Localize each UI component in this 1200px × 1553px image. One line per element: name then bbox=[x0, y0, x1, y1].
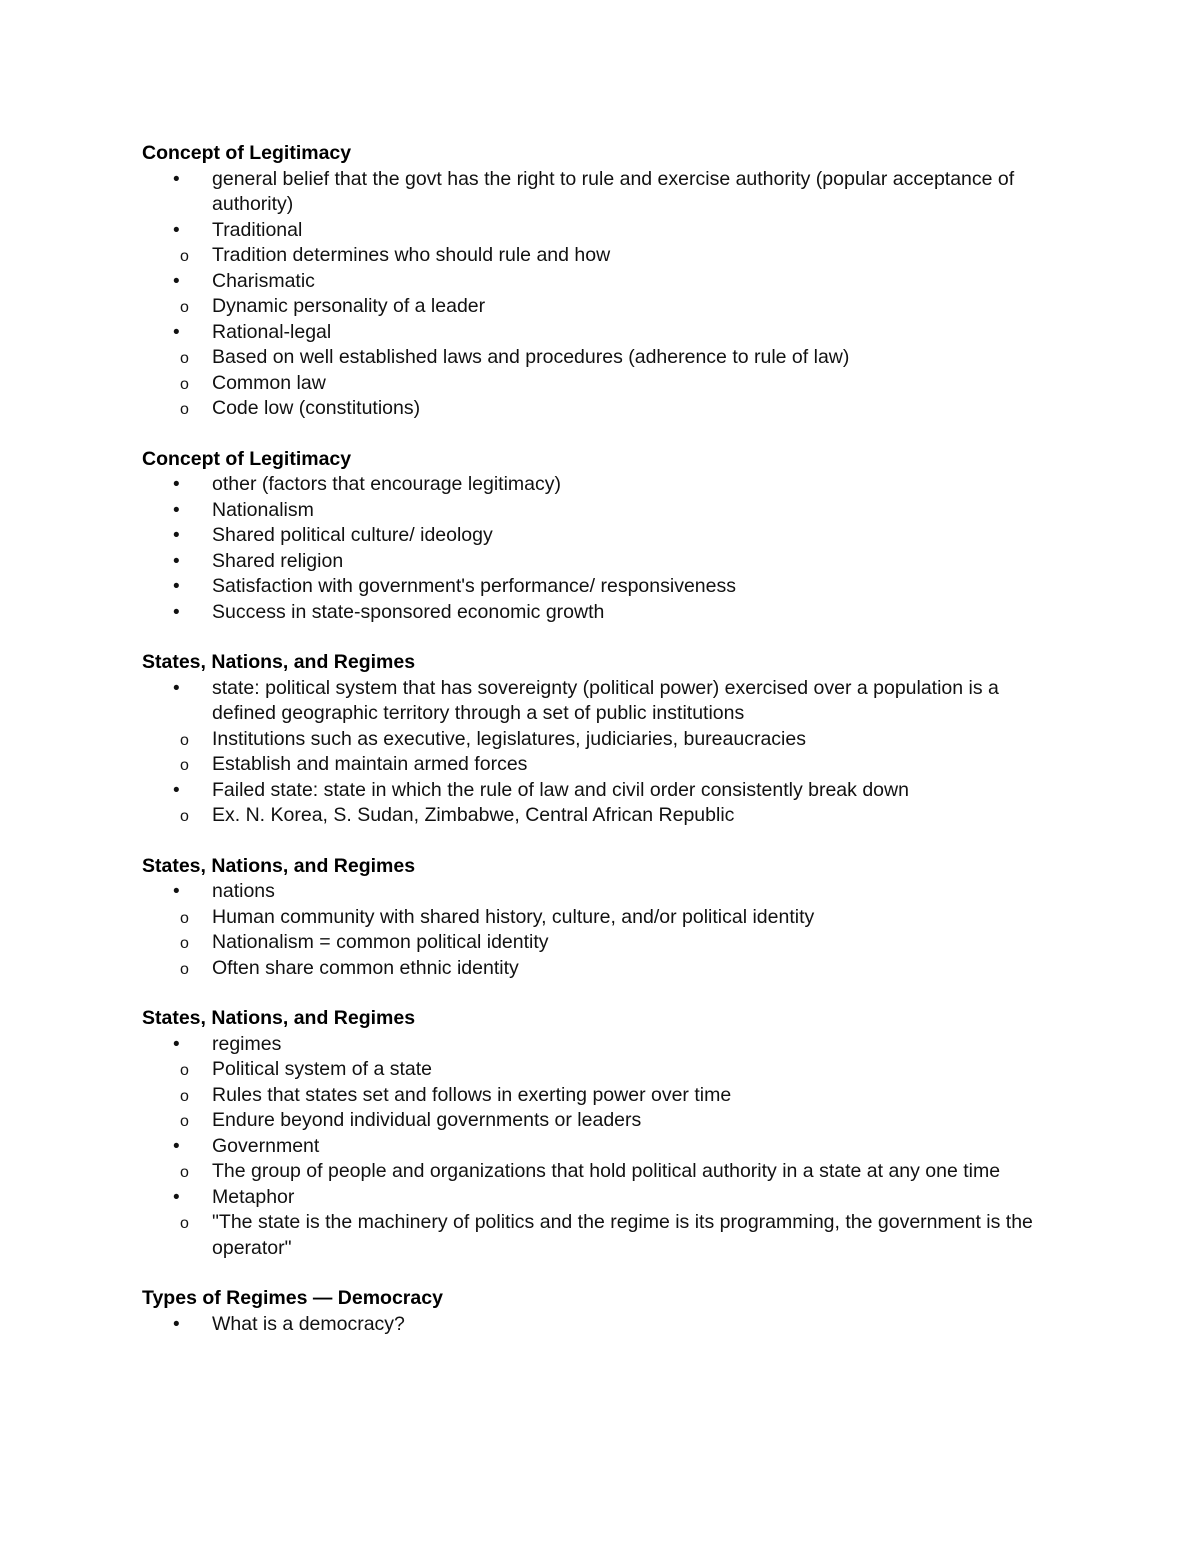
bullet-circle-icon: o bbox=[180, 248, 189, 265]
sub-list-item bbox=[142, 396, 1062, 422]
bullet-circle-icon: o bbox=[180, 401, 189, 418]
sub-list-item-text: Political system of a state bbox=[212, 1058, 433, 1080]
section-states-nations-and-regimes bbox=[142, 1006, 1062, 1261]
list-item bbox=[142, 879, 1062, 905]
bullet-circle-icon: o bbox=[180, 350, 189, 367]
list-item-text: Success in state-sponsored economic growth bbox=[212, 600, 605, 623]
sub-list-item-text: Often share common ethnic identity bbox=[212, 956, 519, 979]
list-item bbox=[142, 218, 1062, 244]
section-heading: Concept of Legitimacy bbox=[142, 447, 352, 470]
list-item bbox=[142, 778, 1062, 804]
list-item bbox=[142, 1312, 1062, 1338]
list-item-text: Metaphor bbox=[212, 1185, 295, 1208]
list-item bbox=[142, 676, 1062, 727]
bullet-circle-icon: o bbox=[180, 935, 189, 952]
list-item-text: Government bbox=[212, 1134, 320, 1157]
list-item bbox=[142, 600, 1062, 626]
sub-list-item-text: Based on well established laws and procedures (adherence to rule of law) bbox=[212, 346, 850, 368]
bullet-dot-icon: • bbox=[173, 881, 180, 902]
bullet-dot-icon: • bbox=[173, 474, 180, 495]
sub-list-item bbox=[142, 1210, 1062, 1261]
bullet-circle-icon: o bbox=[180, 909, 189, 927]
bullet-circle-icon: o bbox=[180, 299, 189, 316]
sub-list-item bbox=[142, 1083, 1062, 1109]
sub-bullet-list bbox=[142, 727, 1062, 778]
sub-list-item bbox=[142, 243, 1062, 269]
sub-bullet-list bbox=[142, 243, 1062, 269]
list-item bbox=[142, 320, 1062, 346]
sub-list-item bbox=[142, 1159, 1062, 1185]
bullet-dot-icon: • bbox=[173, 1186, 180, 1208]
list-item-text: Nationalism bbox=[212, 498, 314, 521]
section-states-nations-and-regimes bbox=[142, 650, 1062, 829]
sub-list-item bbox=[142, 1108, 1062, 1134]
sub-bullet-list bbox=[142, 1057, 1062, 1134]
bullet-list bbox=[142, 472, 1062, 625]
sub-list-item bbox=[142, 930, 1062, 956]
bullet-circle-icon: o bbox=[180, 808, 189, 825]
section-heading: Concept of Legitimacy bbox=[142, 142, 352, 164]
section-heading: Types of Regimes — Democracy bbox=[142, 1287, 443, 1309]
list-item-text: state: political system that has sovereignty (political power) exercised over a population is a defined geographic territory through a set of public institutions bbox=[212, 676, 999, 724]
list-item-text: What is a democracy? bbox=[212, 1312, 405, 1335]
bullet-list bbox=[142, 879, 1062, 981]
sub-list-item-text: Tradition determines who should rule and how bbox=[212, 244, 611, 266]
sub-list-item-text: The group of people and organizations that hold political authority in a state at any one time bbox=[212, 1160, 1001, 1182]
bullet-circle-icon: o bbox=[180, 960, 189, 978]
sub-bullet-list bbox=[142, 905, 1062, 982]
bullet-dot-icon: • bbox=[173, 219, 180, 241]
list-item-text: Failed state: state in which the rule of law and civil order consistently break down bbox=[212, 778, 909, 801]
list-item-text: regimes bbox=[212, 1032, 282, 1055]
list-item bbox=[142, 1032, 1062, 1058]
sub-list-item bbox=[142, 727, 1062, 753]
bullet-circle-icon: o bbox=[180, 375, 189, 393]
bullet-circle-icon: o bbox=[180, 1215, 189, 1232]
section-types-of-regimes-democracy bbox=[142, 1286, 1062, 1337]
list-item-text: Traditional bbox=[212, 218, 303, 241]
bullet-circle-icon: o bbox=[180, 731, 189, 749]
list-item-text: Shared religion bbox=[212, 549, 344, 572]
section-heading: States, Nations, and Regimes bbox=[142, 854, 416, 877]
section-concept-of-legitimacy bbox=[142, 447, 1062, 626]
sub-bullet-list bbox=[142, 1210, 1062, 1261]
sub-list-item-text: Nationalism = common political identity bbox=[212, 931, 549, 953]
section-concept-of-legitimacy bbox=[142, 141, 1062, 422]
sub-bullet-list bbox=[142, 345, 1062, 422]
bullet-dot-icon: • bbox=[173, 1135, 180, 1157]
list-item-text: Shared political culture/ ideology bbox=[212, 524, 493, 546]
sub-list-item bbox=[142, 1057, 1062, 1083]
bullet-circle-icon: o bbox=[180, 1062, 189, 1079]
list-item bbox=[142, 167, 1062, 218]
bullet-dot-icon: • bbox=[173, 779, 180, 801]
sub-list-item bbox=[142, 371, 1062, 397]
document-body bbox=[142, 141, 1062, 1362]
list-item bbox=[142, 549, 1062, 575]
bullet-dot-icon: • bbox=[173, 525, 180, 546]
bullet-dot-icon: • bbox=[173, 550, 180, 572]
list-item bbox=[142, 269, 1062, 295]
bullet-circle-icon: o bbox=[180, 1164, 189, 1181]
list-item bbox=[142, 498, 1062, 524]
section-states-nations-and-regimes bbox=[142, 854, 1062, 982]
list-item bbox=[142, 472, 1062, 498]
sub-list-item-text: Ex. N. Korea, S. Sudan, Zimbabwe, Central African Republic bbox=[212, 804, 735, 826]
list-item bbox=[142, 523, 1062, 549]
bullet-list bbox=[142, 1312, 1062, 1338]
sub-list-item bbox=[142, 345, 1062, 371]
bullet-dot-icon: • bbox=[173, 321, 180, 343]
bullet-dot-icon: • bbox=[173, 601, 180, 623]
bullet-list bbox=[142, 676, 1062, 829]
bullet-dot-icon: • bbox=[173, 499, 180, 521]
list-item-text: Charismatic bbox=[212, 269, 315, 292]
section-heading: States, Nations, and Regimes bbox=[142, 651, 416, 673]
sub-list-item-text: Endure beyond individual governments or leaders bbox=[212, 1109, 642, 1131]
list-item bbox=[142, 1185, 1062, 1211]
sub-list-item-text: Code low (constitutions) bbox=[212, 397, 421, 419]
bullet-dot-icon: • bbox=[173, 677, 180, 699]
list-item bbox=[142, 574, 1062, 600]
list-item-text: general belief that the govt has the right to rule and exercise authority (popular acceptance of authority) bbox=[212, 167, 1015, 215]
bullet-list bbox=[142, 167, 1062, 422]
sub-list-item bbox=[142, 956, 1062, 982]
sub-list-item-text: Dynamic personality of a leader bbox=[212, 295, 486, 317]
list-item-text: nations bbox=[212, 880, 275, 902]
list-item bbox=[142, 1134, 1062, 1160]
bullet-circle-icon: o bbox=[180, 1113, 189, 1130]
bullet-dot-icon: • bbox=[173, 270, 180, 292]
bullet-dot-icon: • bbox=[173, 1033, 180, 1055]
list-item-text: other (factors that encourage legitimacy) bbox=[212, 473, 562, 495]
sub-list-item-text: Rules that states set and follows in exerting power over time bbox=[212, 1083, 732, 1106]
bullet-dot-icon: • bbox=[173, 168, 180, 190]
sub-bullet-list bbox=[142, 1159, 1062, 1185]
bullet-circle-icon: o bbox=[180, 757, 189, 774]
sub-bullet-list bbox=[142, 803, 1062, 829]
sub-list-item bbox=[142, 294, 1062, 320]
bullet-circle-icon: o bbox=[180, 1087, 189, 1105]
sub-list-item bbox=[142, 752, 1062, 778]
sub-bullet-list bbox=[142, 294, 1062, 320]
sub-list-item bbox=[142, 905, 1062, 931]
section-heading: States, Nations, and Regimes bbox=[142, 1007, 416, 1029]
sub-list-item-text: Human community with shared history, culture, and/or political identity bbox=[212, 905, 815, 928]
sub-list-item-text: Establish and maintain armed forces bbox=[212, 753, 528, 775]
bullet-dot-icon: • bbox=[173, 576, 180, 597]
list-item-text: Rational-legal bbox=[212, 320, 332, 343]
sub-list-item-text: Common law bbox=[212, 371, 326, 394]
sub-list-item-text: "The state is the machinery of politics and the regime is its programming, the government is the operator" bbox=[212, 1211, 1033, 1259]
list-item-text: Satisfaction with government's performance/ responsiveness bbox=[212, 575, 736, 597]
bullet-dot-icon: • bbox=[173, 1313, 180, 1335]
sub-list-item-text: Institutions such as executive, legislatures, judiciaries, bureaucracies bbox=[212, 727, 806, 750]
bullet-list bbox=[142, 1032, 1062, 1262]
sub-list-item bbox=[142, 803, 1062, 829]
